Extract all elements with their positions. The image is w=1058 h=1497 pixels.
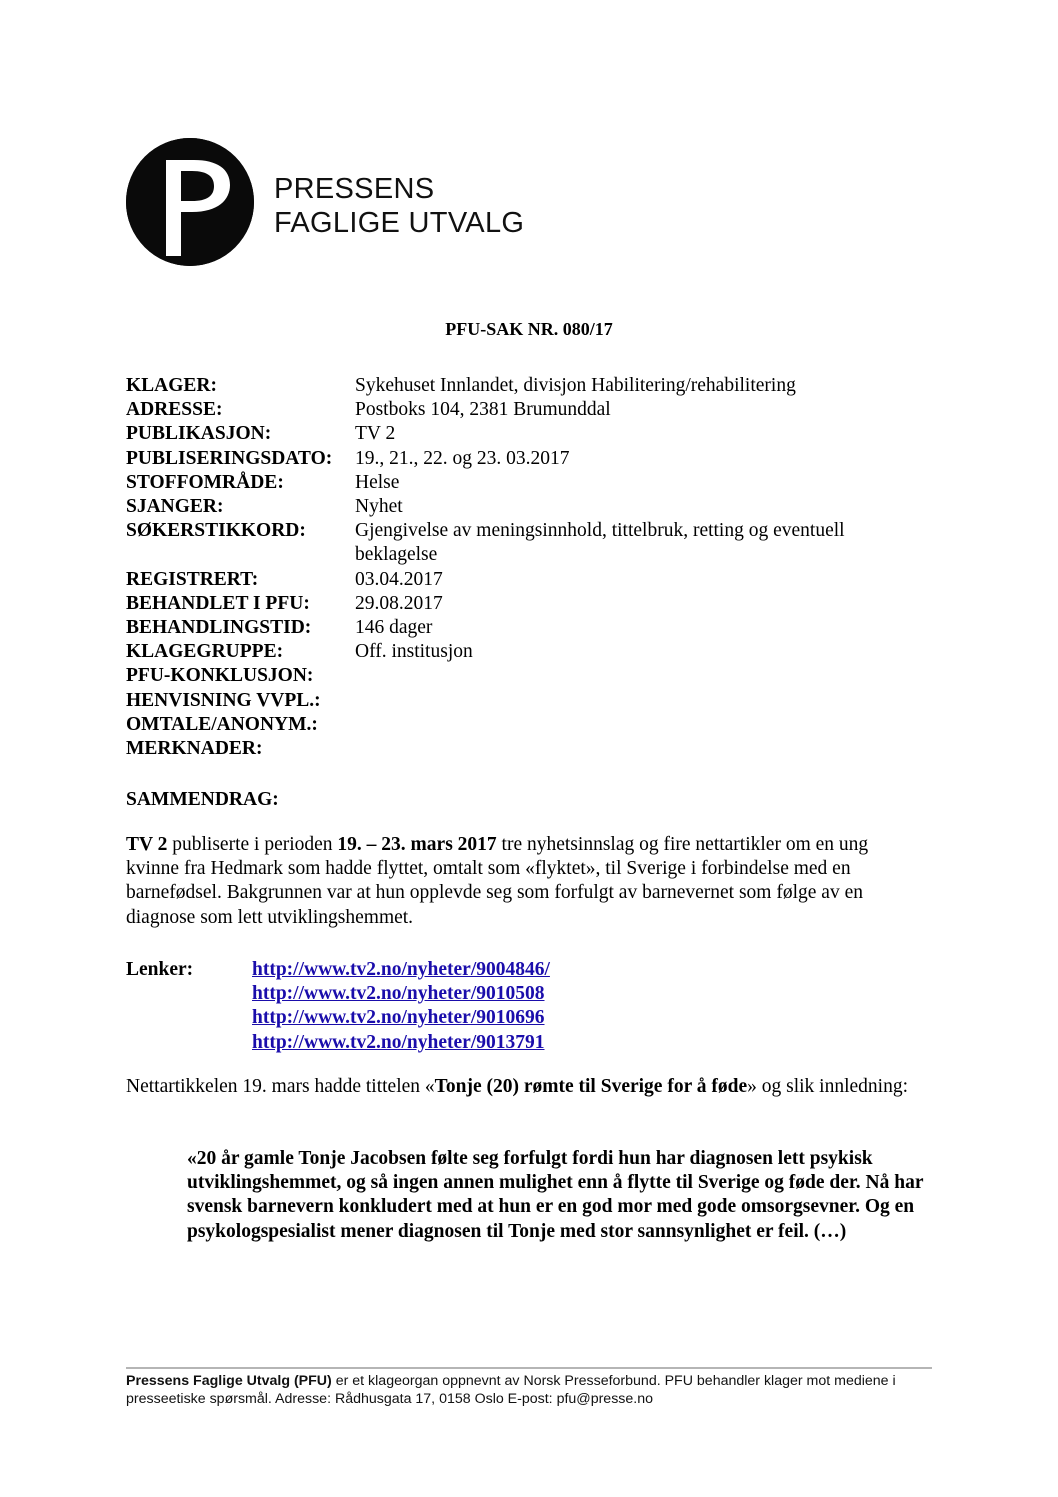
article-link[interactable]: http://www.tv2.no/nyheter/9010508 [252, 983, 545, 1005]
meta-label: PUBLISERINGSDATO: [126, 447, 333, 469]
links-section [126, 958, 926, 1055]
meta-label: STOFFOMRÅDE: [126, 471, 284, 493]
meta-value: Nyhet [355, 496, 403, 518]
body-text: Nettartikkelen 19. mars hadde tittelen « [126, 1076, 435, 1097]
footer-text: er et klageorgan oppnevnt av Norsk Presseforbund. PFU behandler klager mot mediene i presseetiske spørsmål. Adresse: Rådhusgata 17, 0158 Oslo E-post: pfu@presse.no [126, 1373, 896, 1407]
meta-label: SØKERSTIKKORD: [126, 520, 306, 542]
meta-label: PFU-KONKLUSJON: [126, 665, 314, 687]
meta-row [126, 713, 926, 737]
meta-value: 19., 21., 22. og 23. 03.2017 [355, 447, 570, 469]
meta-value: 29.08.2017 [355, 592, 443, 614]
meta-row [126, 664, 926, 688]
meta-row [126, 737, 926, 761]
p-letter-icon [126, 138, 254, 266]
meta-row [126, 519, 926, 567]
pfu-logo-text [274, 172, 524, 240]
meta-value: Gjengivelse av meningsinnhold, tittelbruk, retting og eventuell beklagelse [355, 520, 845, 566]
meta-label: REGISTRERT: [126, 568, 259, 590]
bold-text: 19. – 23. mars 2017 [337, 834, 497, 855]
body-text: tre nyhetsinnslag og fire nettartikler om en ung kvinne fra Hedmark som hadde flyttet, omtalt som «flyktet», til Sverige i forbindelse med en barnefødsel. Bakgrunnen var at hun opplevde seg som forfulgt av barnevernet som følge av en diagnose som lett utviklingshemmet. [126, 834, 869, 928]
meta-row [126, 422, 926, 446]
meta-value [355, 713, 926, 737]
meta-row [126, 447, 926, 471]
meta-value: TV 2 [355, 423, 396, 445]
links-label: Lenker: [126, 959, 194, 980]
meta-label: SJANGER: [126, 496, 224, 518]
case-metadata [126, 374, 926, 761]
meta-value [355, 689, 926, 713]
meta-row [126, 592, 926, 616]
summary-paragraph [126, 833, 926, 930]
meta-value: 146 dager [355, 617, 433, 639]
meta-label: OMTALE/ANONYM.: [126, 713, 318, 735]
meta-value [355, 737, 926, 761]
meta-row [126, 471, 926, 495]
article-intro-paragraph [126, 1075, 926, 1099]
meta-label: PUBLIKASJON: [126, 423, 272, 445]
article-quote: «20 år gamle Tonje Jacobsen følte seg forfulgt fordi hun har diagnosen lett psykisk utviklingshemmet, og så ingen annen mulighet enn å flytte til Sverige og føde der. Nå har svensk barnevern konkludert med at hun er en god mor med gode omsorgsevner. Og en psykologspesialist mener diagnosen til Tonje med stor sannsynlighet er feil. (…) [187, 1148, 924, 1242]
bold-text: TV 2 [126, 834, 168, 855]
logo-line-1: PRESSENS [274, 173, 435, 205]
meta-row [126, 689, 926, 713]
meta-value: 03.04.2017 [355, 568, 443, 590]
pfu-logo-mark [126, 138, 254, 266]
article-link[interactable]: http://www.tv2.no/nyheter/9010696 [252, 1007, 545, 1029]
meta-value [355, 664, 926, 688]
article-title: Tonje (20) rømte til Sverige for å føde [434, 1076, 748, 1097]
body-text: » og slik innledning: [747, 1076, 908, 1097]
meta-row [126, 640, 926, 664]
case-title: PFU-SAK NR. 080/17 [445, 319, 613, 339]
meta-label: BEHANDLET I PFU: [126, 592, 310, 614]
meta-value: Off. institusjon [355, 641, 473, 663]
body-text: publiserte i perioden [167, 834, 338, 855]
links-list [252, 958, 550, 1055]
footer-divider [126, 1367, 932, 1369]
meta-row [126, 495, 926, 519]
footer [126, 1373, 936, 1408]
summary-heading: SAMMENDRAG: [126, 789, 279, 810]
footer-org-name: Pressens Faglige Utvalg (PFU) [126, 1373, 332, 1389]
meta-value: Sykehuset Innlandet, divisjon Habilitering/rehabilitering [355, 375, 796, 396]
meta-value: Postboks 104, 2381 Brumunddal [355, 399, 611, 421]
meta-row [126, 616, 926, 640]
meta-label: BEHANDLINGSTID: [126, 617, 312, 639]
meta-label: HENVISNING VVPL.: [126, 689, 321, 711]
meta-label: KLAGER: [126, 375, 218, 396]
meta-row [126, 398, 926, 422]
meta-label: MERKNADER: [126, 738, 263, 760]
pfu-logo [126, 138, 525, 268]
meta-label: KLAGEGRUPPE: [126, 641, 284, 663]
meta-label: ADRESSE: [126, 399, 223, 421]
meta-value: Helse [355, 471, 400, 493]
article-link[interactable]: http://www.tv2.no/nyheter/9013791 [252, 1031, 545, 1053]
meta-row [126, 568, 926, 592]
article-link[interactable]: http://www.tv2.no/nyheter/9004846/ [252, 959, 550, 980]
logo-line-2: FAGLIGE UTVALG [274, 207, 525, 239]
meta-row [126, 374, 926, 398]
